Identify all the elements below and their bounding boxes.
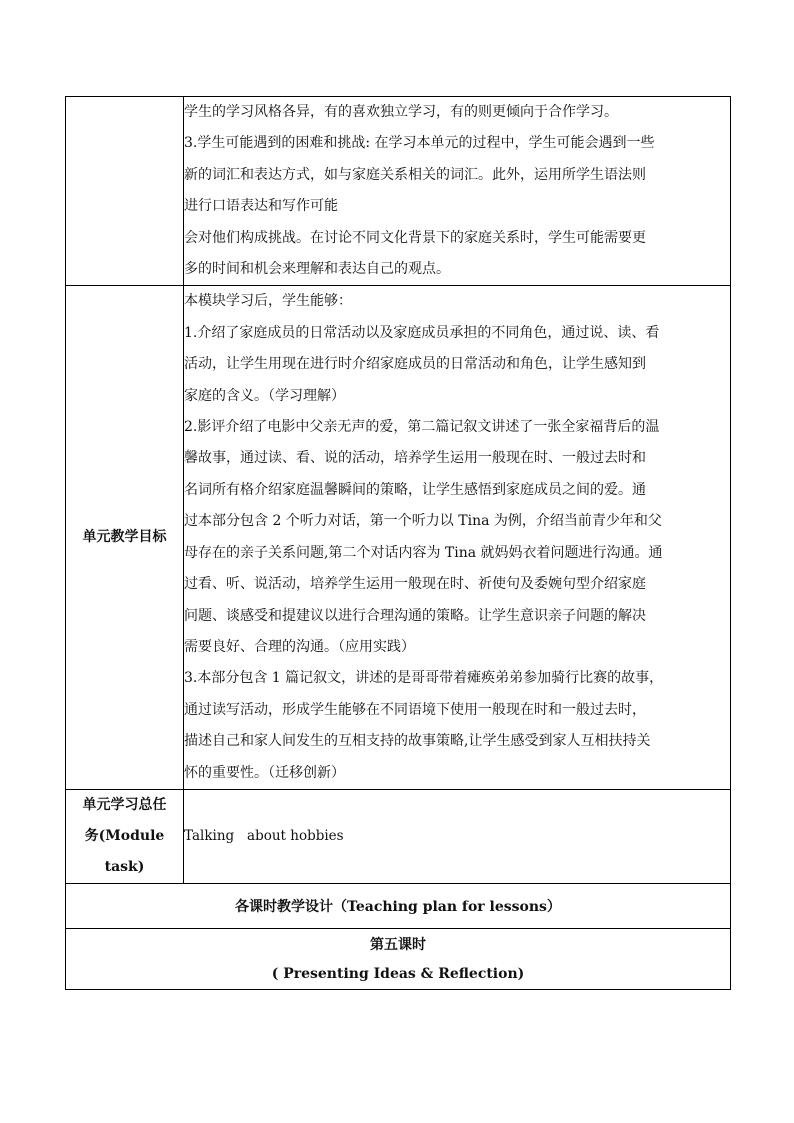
module-task-text: Talking about hobbies	[184, 827, 344, 844]
unit-goals-line: 过本部分包含 2 个听力对话，第一个听力以 Tina 为例，介绍当前青少年和父	[184, 513, 662, 530]
learner-analysis-line: 进行口语表达和写作可能	[184, 198, 338, 215]
learner-analysis-line: 多的时间和机会来理解和表达自己的观点。	[184, 261, 450, 278]
learner-analysis-row	[66, 97, 731, 286]
module-task-label-line: 单元学习总任	[82, 796, 167, 813]
unit-goals-line: 名词所有格介绍家庭温馨瞬间的策略，让学生感悟到家庭成员之间的爱。通	[184, 481, 646, 498]
learner-analysis-label-cell	[66, 97, 184, 286]
lesson-header	[66, 928, 731, 989]
unit-goals-line: 2.影评介绍了电影中父亲无声的爱，第二篇记叙文讲述了一张全家福背后的温	[184, 419, 660, 436]
learner-analysis-line: 3.学生可能遇到的困难和挑战: 在学习本单元的过程中，学生可能会遇到一些	[184, 135, 655, 152]
lesson-header-row	[66, 928, 731, 989]
unit-goals-line: 3.本部分包含 1 篇记叙文，讲述的是哥哥带着瘫痪弟弟参加骑行比赛的故事，	[184, 670, 664, 687]
module-task-label	[66, 789, 184, 883]
lesson-plan-title: 各课时教学设计（Teaching plan for lessons）	[66, 883, 731, 928]
unit-goals-row	[66, 286, 731, 790]
unit-goals-line: 怀的重要性。（迁移创新）	[184, 764, 345, 781]
unit-goals-line: 通过读写活动，形成学生能够在不同语境下使用一般现在时和一般过去时，	[184, 701, 646, 718]
unit-goals-line: 母存在的亲子关系问题,第二个对话内容为 Tina 就妈妈衣着问题进行沟通。通	[184, 544, 663, 561]
teaching-plan-table	[65, 96, 731, 990]
lesson-title: 第五课时	[370, 936, 426, 953]
learner-analysis-line: 学生的学习风格各异，有的喜欢独立学习，有的则更倾向于合作学习。	[184, 104, 618, 120]
module-task-row	[66, 789, 731, 883]
learner-analysis-line: 新的词汇和表达方式，如与家庭关系相关的词汇。此外，运用所学生语法则	[184, 166, 646, 183]
module-task-value	[184, 789, 731, 883]
unit-goals-content	[184, 286, 731, 790]
unit-goals-line: 过看、听、说活动，培养学生运用一般现在时、祈使句及委婉句型介绍家庭	[184, 576, 646, 593]
lesson-plan-header-row	[66, 883, 731, 928]
unit-goals-line: 1.介绍了家庭成员的日常活动以及家庭成员承担的不同角色，通过说、读、看	[184, 324, 660, 341]
unit-goals-line: 本模块学习后，学生能够：	[184, 293, 352, 310]
unit-goals-line: 活动，让学生用现在进行时介绍家庭成员的日常活动和角色，让学生感知到	[184, 356, 646, 373]
learner-analysis-line: 会对他们构成挑战。在讨论不同文化背景下的家庭关系时，学生可能需要更	[184, 229, 646, 246]
lesson-subtitle: ( Presenting Ideas & Reflection)	[271, 965, 525, 982]
unit-goals-line: 问题、谈感受和提建议以进行合理沟通的策略。让学生意识亲子问题的解决	[184, 607, 646, 624]
unit-goals-line: 家庭的含义。（学习理解）	[184, 387, 345, 404]
unit-goals-label: 单元教学目标	[66, 286, 184, 790]
unit-goals-line: 需要良好、合理的沟通。（应用实践）	[184, 638, 415, 655]
unit-goals-line: 描述自己和家人间发生的互相支持的故事策略,让学生感受到家人互相扶持关	[184, 733, 651, 750]
unit-goals-line: 馨故事，通过读、看、说的活动，培养学生运用一般现在时、一般过去时和	[184, 450, 646, 467]
learner-analysis-content	[184, 97, 731, 286]
module-task-label-line: 务(Module	[84, 827, 165, 844]
module-task-label-line: task)	[104, 858, 145, 875]
